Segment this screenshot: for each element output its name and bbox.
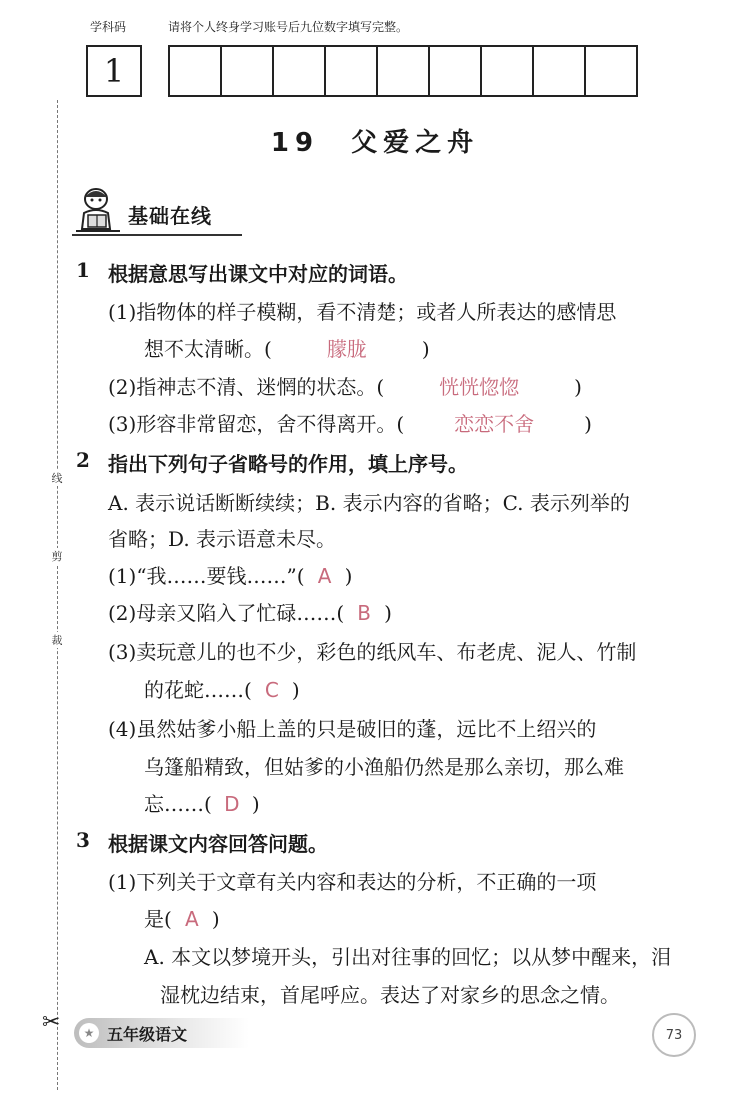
q2-options-line2: 省略；D. 表示语意未尽。 (108, 527, 337, 551)
footer-bar (74, 1018, 249, 1048)
q1-item-3-close: ) (584, 412, 592, 436)
q3-item-1-line1: (1)下列关于文章有关内容和表达的分析，不正确的一项 (108, 870, 597, 894)
scissors-icon: ✂ (42, 1010, 61, 1035)
q3-item-1-prompt: 是( (144, 907, 172, 931)
q1-item-1-close: ) (421, 337, 430, 361)
q2-item-1-prompt: (1)“我……要钱……”( (108, 564, 305, 588)
q3-option-a-line2: 湿枕边结束，首尾呼应。表达了对家乡的思念之情。 (160, 983, 620, 1007)
q3-item-1-close: ) (211, 907, 220, 931)
q2-item-3-line2 (144, 674, 300, 703)
q1-item-1-line1: (1)指物体的样子模糊，看不清楚；或者人所表达的感情思 (108, 300, 617, 324)
digit-box[interactable] (376, 45, 430, 97)
digit-box[interactable] (532, 45, 586, 97)
q2-item-2 (108, 597, 392, 626)
subject-code-box (86, 45, 142, 97)
q2-item-3-close: ) (291, 678, 300, 702)
q1-item-2 (108, 371, 582, 400)
cut-label: 剪 (49, 548, 65, 564)
q1-item-2-close: ) (574, 375, 582, 399)
question-3-number: 3 (76, 828, 90, 852)
q3-item-1-line2 (144, 903, 220, 932)
q2-item-1-close: ) (344, 564, 353, 588)
q2-item-4-prompt: 忘……( (144, 792, 212, 816)
question-1-number: 1 (76, 258, 90, 282)
star-icon: ★ (79, 1023, 99, 1043)
question-1-title: 根据意思写出课文中对应的词语。 (108, 262, 408, 286)
lesson-title: 19 父爱之舟 (270, 128, 480, 158)
question-2-title: 指出下列句子省略号的作用，填上序号。 (108, 452, 468, 476)
section-label: 基础在线 (128, 204, 212, 228)
q1-item-2-prompt: (2)指神志不清、迷惘的状态。( (108, 375, 385, 399)
question-3-title: 根据课文内容回答问题。 (108, 832, 328, 856)
q2-item-2-close: ) (384, 601, 392, 625)
q2-item-1-answer: A (317, 564, 332, 588)
q1-item-1-answer: 朦胧 (326, 337, 367, 361)
account-digit-boxes (168, 45, 636, 97)
q2-item-3-prompt: 的花蛇……( (144, 678, 252, 702)
q2-item-3-answer: C (264, 678, 279, 702)
q3-item-1-answer: A (184, 907, 199, 931)
q2-item-1 (108, 560, 352, 589)
subject-code-value: 1 (103, 52, 125, 90)
subject-code-label: 学科码 (90, 20, 127, 34)
cut-line (57, 100, 58, 1090)
q2-item-3-line1: (3)卖玩意儿的也不少，彩色的纸风车、布老虎、泥人、竹制 (108, 640, 637, 664)
q1-item-2-answer: 恍恍惚惚 (439, 375, 520, 399)
q3-option-a-line1: A. 本文以梦境开头，引出对往事的回忆；以从梦中醒来，泪 (144, 945, 672, 969)
q2-item-2-answer: B (357, 601, 371, 625)
footer-label: 五年级语文 (107, 1024, 188, 1044)
q2-item-2-prompt: (2)母亲又陷入了忙碌……( (108, 601, 345, 625)
q2-item-4-close: ) (251, 792, 260, 816)
digit-box[interactable] (324, 45, 378, 97)
q1-item-3-answer: 恋恋不舍 (454, 412, 535, 436)
q1-item-1-line2 (144, 333, 430, 362)
digit-box[interactable] (428, 45, 482, 97)
page-number: 73 (652, 1013, 696, 1057)
digit-box[interactable] (220, 45, 274, 97)
account-instruction: 请将个人终身学习账号后九位数字填写完整。 (168, 20, 409, 34)
digit-box[interactable] (168, 45, 222, 97)
q2-item-4-line2: 乌篷船精致，但姑爹的小渔船仍然是那么亲切，那么难 (144, 755, 624, 779)
digit-box[interactable] (480, 45, 534, 97)
section-divider (72, 234, 242, 236)
reading-student-icon (72, 185, 124, 237)
cut-label: 裁 (49, 632, 65, 648)
cut-label: 线 (49, 470, 65, 486)
question-2-number: 2 (76, 448, 90, 472)
q2-item-4-answer: D (224, 792, 240, 816)
q1-item-1-prompt: 想不太清晰。( (144, 337, 272, 361)
q2-options-line1: A. 表示说话断断续续；B. 表示内容的省略；C. 表示列举的 (108, 491, 630, 515)
digit-box[interactable] (272, 45, 326, 97)
q2-item-4-line3 (144, 788, 260, 817)
q1-item-3-prompt: (3)形容非常留恋，舍不得离开。( (108, 412, 405, 436)
q1-item-3 (108, 408, 592, 437)
section-header (72, 185, 212, 237)
digit-box[interactable] (584, 45, 638, 97)
q2-item-4-line1: (4)虽然姑爹小船上盖的只是破旧的蓬，远比不上绍兴的 (108, 717, 597, 741)
